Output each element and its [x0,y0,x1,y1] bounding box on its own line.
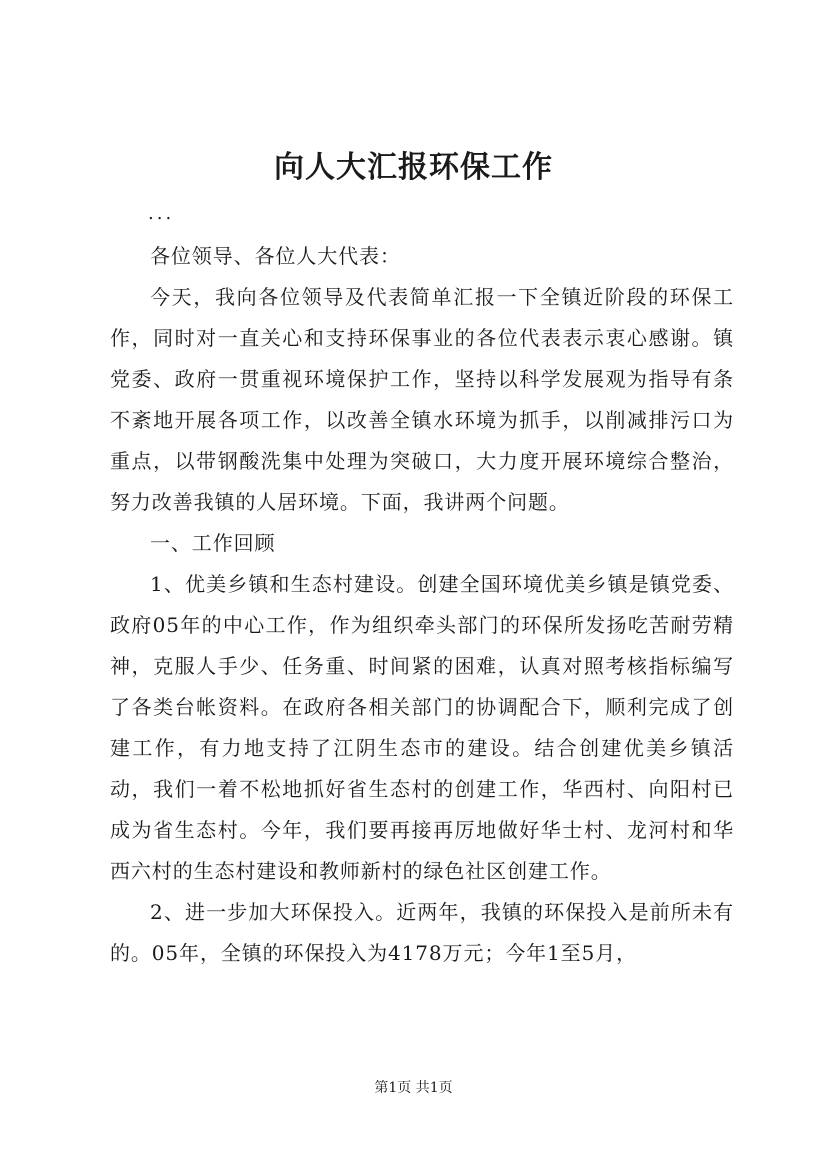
greeting-paragraph: 各位领导、各位人大代表： [150,244,401,268]
item-2-paragraph: 2、进一步加大环保投入。近两年，我镇的环保投入是前所未有的。05年，全镇的环保投入为4178万元；今年1至5月， [110,900,734,965]
document-body [110,236,734,974]
ellipsis-text: ... [148,203,175,224]
intro-paragraph: 今天，我向各位领导及代表简单汇报一下全镇近阶段的环保工作，同时对一直关心和支持环保事业的各位代表表示衷心感谢。镇党委、政府一贯重视环境保护工作，坚持以科学发展观为指导有条不紊地开展各项工作，以改善全镇水环境为抓手，以削减排污口为重点，以带钢酸洗集中处理为突破口，大力度开展环境综合整治，努力改善我镇的人居环境。下面，我讲两个问题。 [110,285,734,514]
document-title: 向人大汇报环保工作 [274,150,553,185]
page-footer: 第1页 共1页 [374,1080,453,1096]
section-heading: 一、工作回顾 [150,531,276,555]
item-1-paragraph: 1、优美乡镇和生态村建设。创建全国环境优美乡镇是镇党委、政府05年的中心工作，作为组织牵头部门的环保所发扬吃苦耐劳精神，克服人手少、任务重、时间紧的困难，认真对照考核指标编写了各类台帐资料。在政府各相关部门的协调配合下，顺利完成了创建工作，有力地支持了江阴生态市的建设。结合创建优美乡镇活动，我们一着不松地抓好省生态村的创建工作，华西村、向阳村已成为省生态村。今年，我们要再接再厉地做好华士村、龙河村和华西六村的生态村建设和教师新村的绿色社区创建工作。 [110,572,734,883]
